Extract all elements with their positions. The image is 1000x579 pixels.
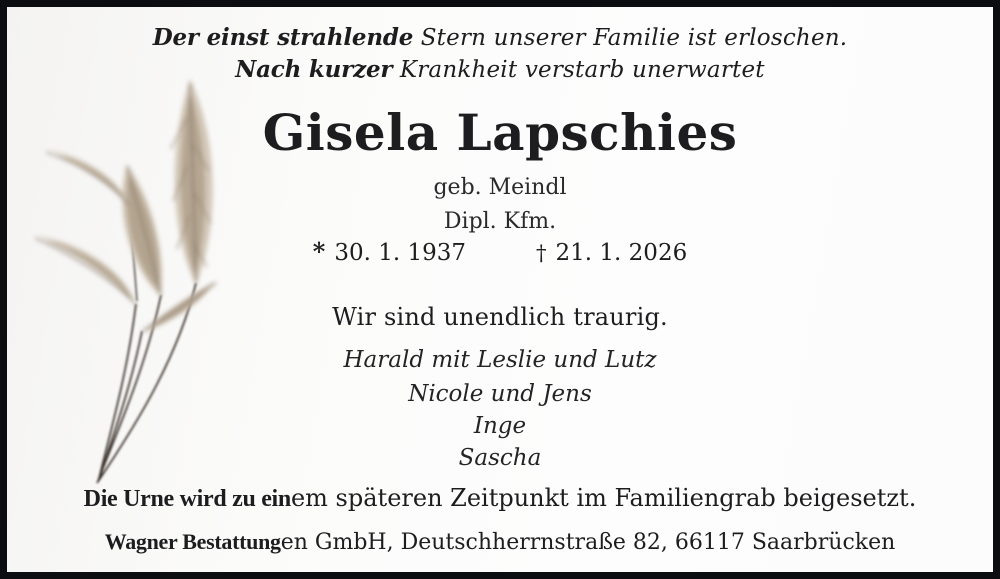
death-date-group bbox=[536, 240, 687, 266]
urn-line-emphasis: Die Urne wird zu ein bbox=[83, 486, 291, 512]
opening-line-1-emphasis: Der einst strahlende bbox=[152, 24, 414, 51]
opening-line-2-rest: Krankheit verstarb unerwartet bbox=[392, 57, 765, 83]
funeral-home-line bbox=[7, 529, 993, 555]
death-date: 21. 1. 2026 bbox=[555, 240, 688, 266]
mourner-line: Harald mit Leslie und Lutz bbox=[343, 347, 657, 373]
opening-line-1 bbox=[7, 24, 993, 51]
mourner-line: Inge bbox=[473, 413, 527, 439]
professional-title: Dipl. Kfm. bbox=[443, 209, 557, 234]
death-cross-symbol: † bbox=[536, 241, 547, 265]
opening-line-2-emphasis: Nach kurzer bbox=[235, 56, 393, 83]
notice-content bbox=[7, 7, 993, 572]
opening-line-1-rest: Stern unserer Familie ist erloschen. bbox=[413, 25, 848, 51]
birth-date: 30. 1. 1937 bbox=[334, 240, 467, 266]
mourner-line: Nicole und Jens bbox=[408, 381, 592, 407]
grief-statement: Wir sind unendlich traurig. bbox=[332, 303, 668, 331]
opening-line-2 bbox=[7, 56, 993, 83]
funeral-home-rest: en GmbH, Deutschherrnstraße 82, 66117 Saarbrücken bbox=[280, 530, 896, 555]
maiden-name: geb. Meindl bbox=[433, 175, 567, 200]
funeral-home-emphasis: Wagner Bestattung bbox=[104, 529, 281, 554]
birth-star-symbol: * bbox=[312, 237, 326, 266]
urn-burial-line bbox=[7, 484, 993, 513]
birth-date-group bbox=[313, 237, 466, 266]
urn-line-rest: em späteren Zeitpunkt im Familiengrab beigesetzt. bbox=[290, 484, 917, 512]
mourner-line: Sascha bbox=[458, 445, 542, 471]
deceased-name: Gisela Lapschies bbox=[262, 103, 738, 162]
dates-row bbox=[7, 237, 993, 266]
